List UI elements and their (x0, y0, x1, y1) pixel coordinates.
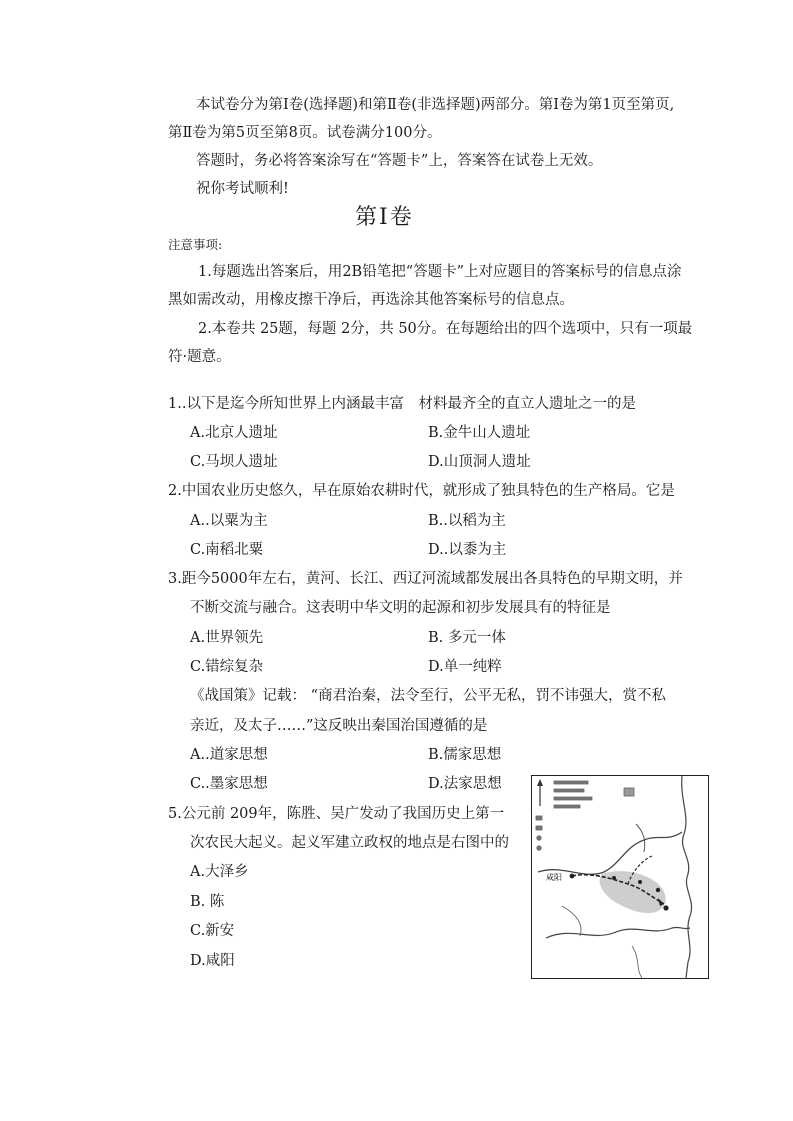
map-place-label: 咸阳 (546, 873, 562, 882)
q4-option-b: B.儒家思想 (428, 747, 502, 763)
yangtze-river (546, 927, 690, 938)
intro-line-1: 本试卷分为第Ⅰ卷(选择题)和第Ⅱ卷(非选择题)两部分。第Ⅰ卷为第1页至第页, (196, 97, 675, 113)
q1-option-d: D.山顶洞人遗址 (428, 454, 531, 470)
uprising-map-drawing (532, 776, 708, 978)
q5-option-a: A.大泽乡 (190, 864, 249, 880)
q2-option-c: C.南稻北粟 (190, 542, 264, 558)
q3-stem-line-1: 3.距今5000年左右，黄河、长江、西辽河流域都发展出各具特色的早期文明，并 (168, 571, 683, 587)
north-arrow-icon (537, 779, 543, 806)
q2-stem: 2.中国农业历史悠久，早在原始农耕时代，就形成了独具特色的生产格局。它是 (168, 483, 675, 499)
q2-option-a: A..以粟为主 (190, 513, 268, 529)
q5-option-b: B. 陈 (190, 894, 225, 910)
q4-option-a: A..道家思想 (190, 747, 268, 763)
q4-option-d: D.法家思想 (428, 776, 502, 792)
yellow-river (538, 832, 682, 874)
uprising-region (600, 871, 666, 913)
q4-stem-line-1: 《战国策》记载： “商君治秦，法令至行，公平无私，罚不讳强大，赏不私 (190, 688, 667, 704)
q3-stem-line-2: 不断交流与融合。这表明中华文明的起源和初步发展具有的特征是 (190, 600, 611, 616)
coastline (682, 776, 692, 978)
section-title: 第Ⅰ卷 (355, 205, 414, 230)
q3-option-c: C.错综复杂 (190, 659, 264, 675)
q1-option-c: C.马坝人遗址 (190, 454, 278, 470)
q4-option-c: C..墨家思想 (190, 776, 268, 792)
note-1-line-2: 黑如需改动，用橡皮擦干净后，再选涂其他答案标号的信息点。 (168, 292, 574, 308)
q5-option-c: C.新安 (190, 923, 235, 939)
q4-stem-line-2: 亲近，及太子……”这反映出秦国治国遵循的是 (190, 718, 488, 734)
note-2-line-1: 2.本卷共 25题，每题 2分，共 50分。在每题给出的四个选项中，只有一项最 (198, 321, 693, 337)
q1-stem: 1..以下是迄今所知世界上内涵最丰富 材料最齐全的直立人遗址之一的是 (168, 396, 636, 412)
note-1-line-1: 1.每题选出答案后，用2B铅笔把“答题卡”上对应题目的答案标号的信息点涂 (198, 264, 682, 280)
q1-option-b: B.金牛山人遗址 (428, 425, 531, 441)
intro-line-3: 答题时，务必将答案涂写在“答题卡”上，答案答在试卷上无效。 (196, 153, 603, 169)
q2-option-b: B..以稻为主 (428, 513, 506, 529)
intro-line-2: 第Ⅱ卷为第5页至第8页。试卷满分100分。 (168, 125, 442, 141)
q5-option-d: D.咸阳 (190, 953, 235, 969)
intro-line-4: 祝你考试顺利! (196, 181, 289, 197)
q3-option-d: D.单一纯粹 (428, 659, 502, 675)
q1-option-a: A.北京人遗址 (190, 425, 278, 441)
notice-label: 注意事项: (168, 237, 223, 252)
q5-stem-line-1: 5.公元前 209年，陈胜、吴广发动了我国历史上第一 (168, 806, 505, 822)
uprising-map (531, 775, 709, 979)
q2-option-d: D..以黍为主 (428, 542, 507, 558)
map-legend (536, 781, 634, 850)
q3-option-a: A.世界领先 (190, 630, 264, 646)
q3-option-b: B. 多元一体 (428, 630, 506, 646)
q5-stem-line-2: 次农民大起义。起义军建立政权的地点是右图中的 (190, 835, 509, 851)
note-2-line-2: 符·题意。 (168, 349, 231, 365)
